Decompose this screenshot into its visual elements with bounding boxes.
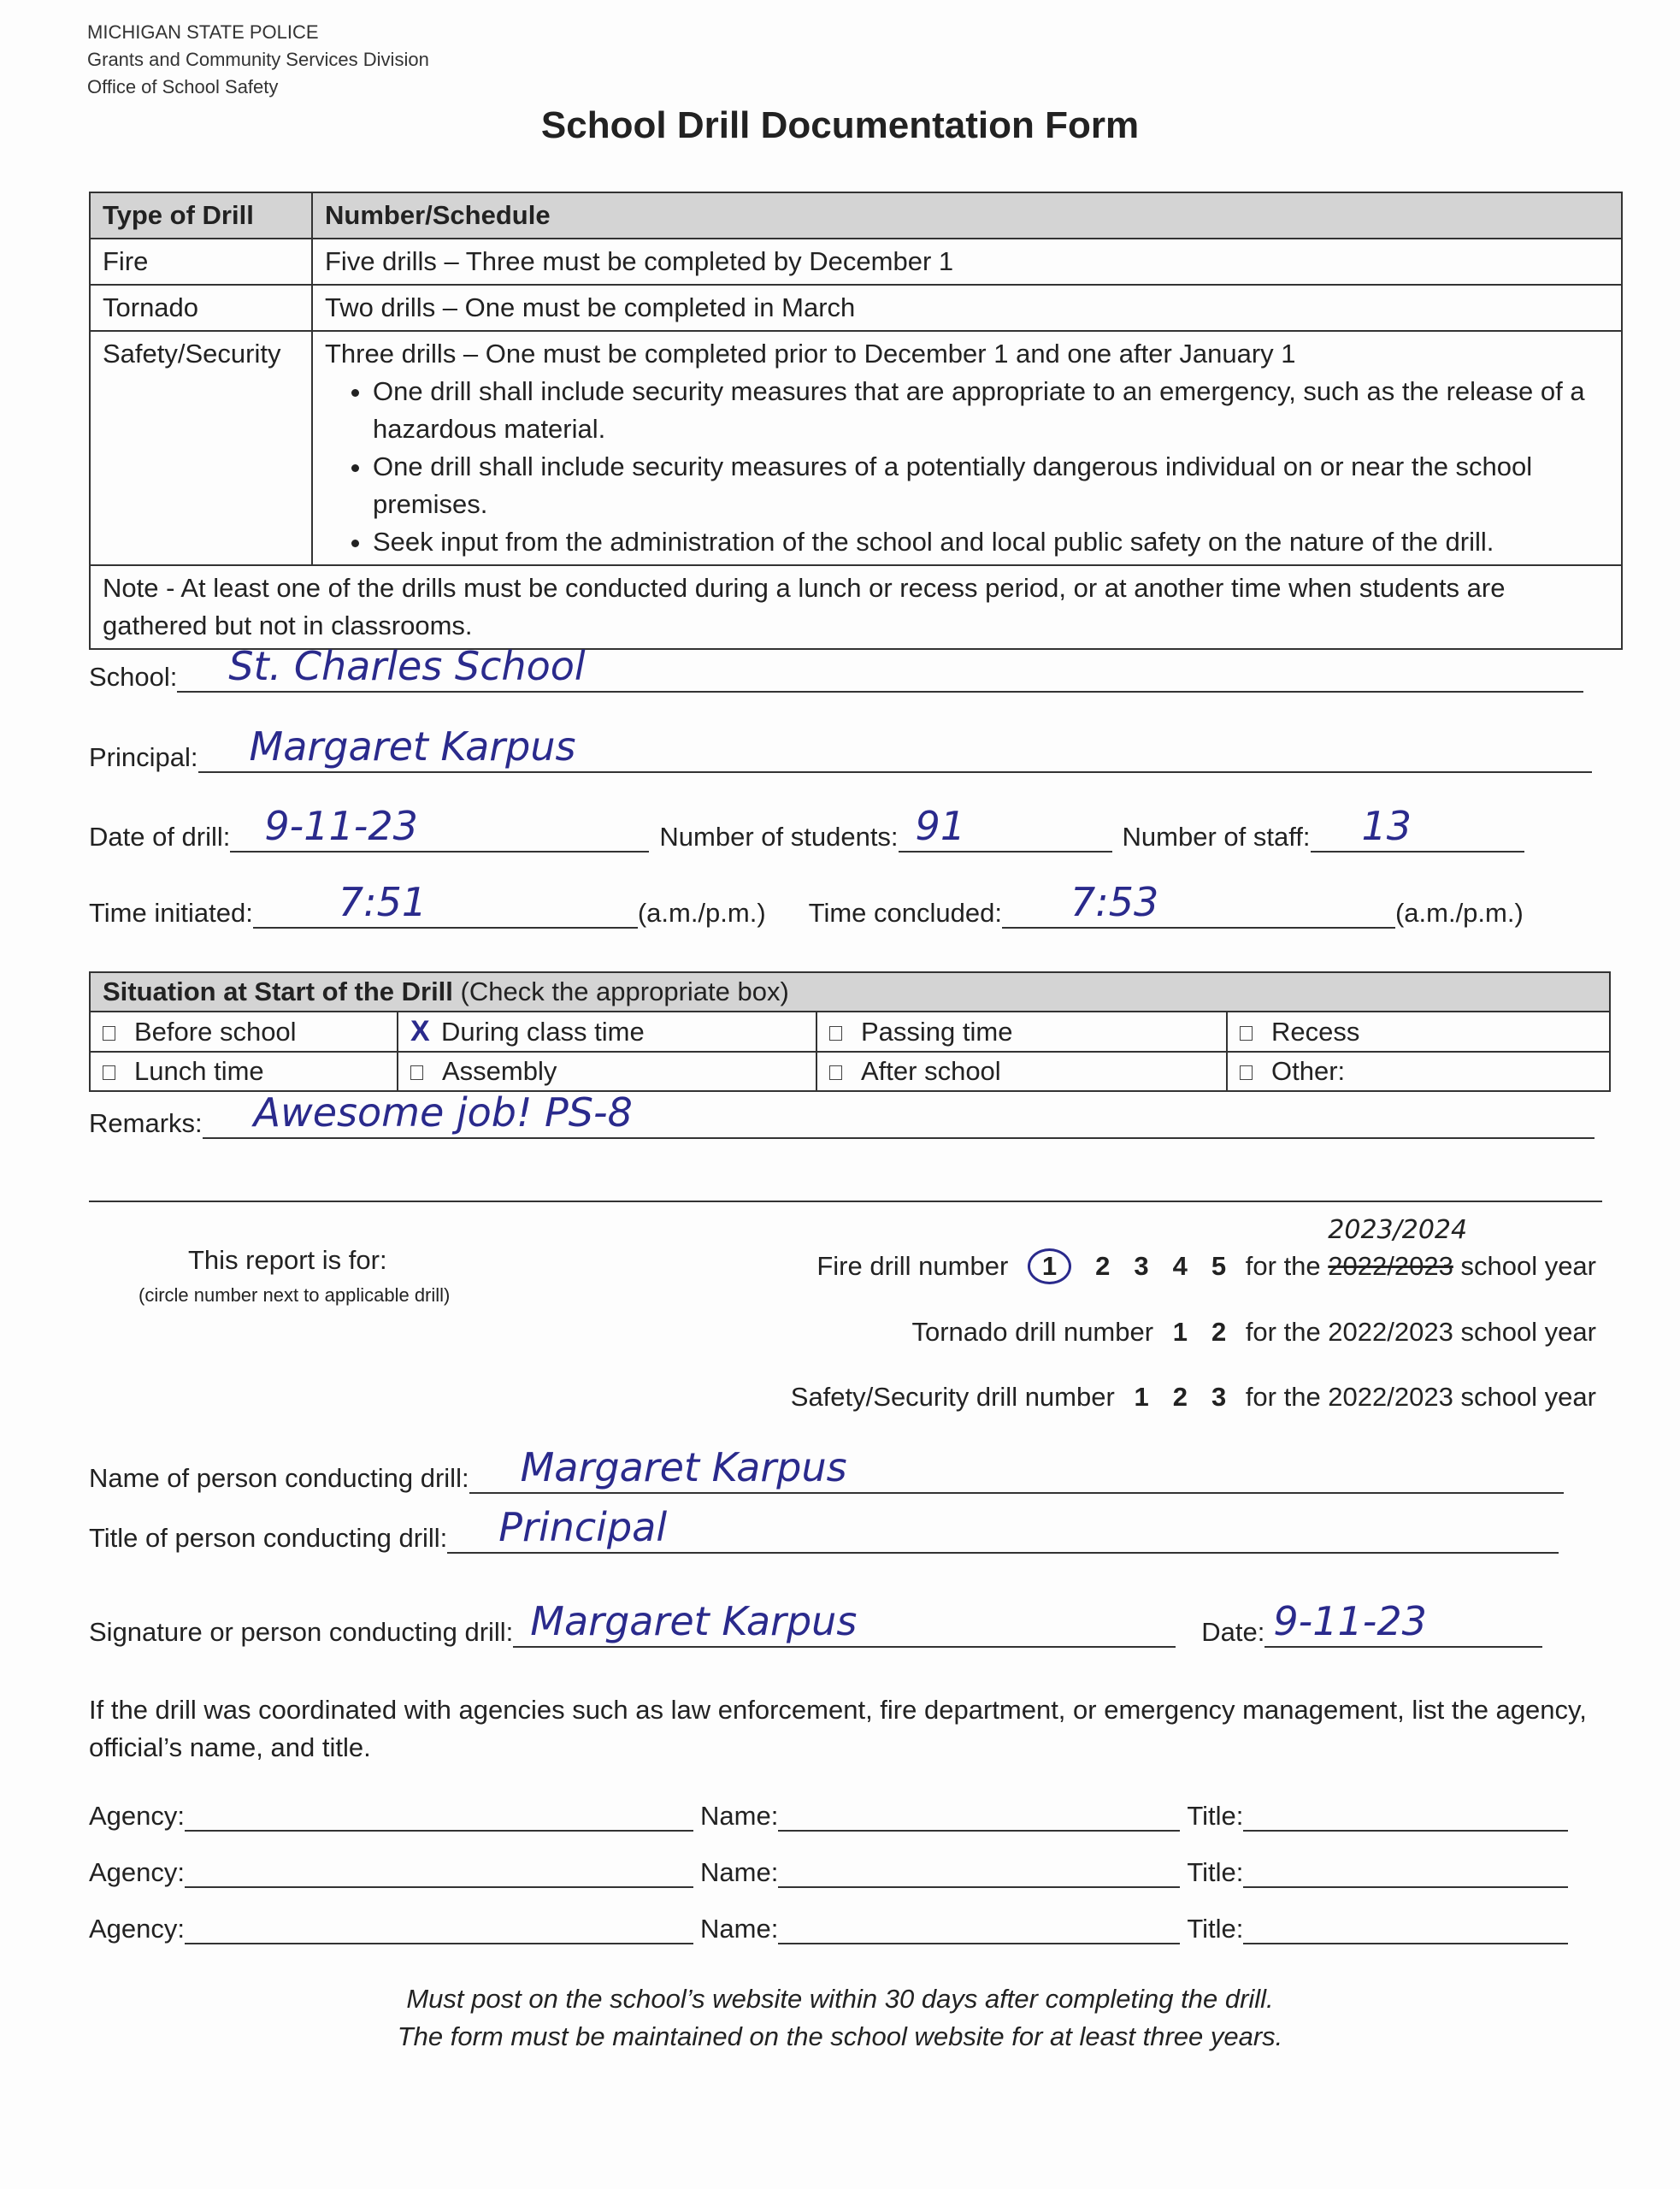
footer [0,1980,1680,2056]
table-row [90,331,1622,565]
conductor-title-row [89,1504,1559,1554]
report-sublabel: (circle number next to applicable drill) [139,1284,451,1306]
footer-line-1: Must post on the school’s website within 30 days after completing the drill. [406,1984,1274,2014]
name-label: Name: [700,1857,779,1887]
school-value: St. Charles School [228,643,586,689]
safety-number-1[interactable]: 1 [1134,1382,1149,1412]
students-value: 91 [915,803,966,849]
agency-row [89,1852,1568,1888]
option-label: Lunch time [134,1056,264,1086]
option-during-class[interactable] [398,1012,816,1052]
table-row [90,285,1622,331]
coordination-text: If the drill was coordinated with agencies such as law enforcement, fire department, or emergency management, list the agency, official’s name, and title. [89,1695,1587,1762]
fire-suffix-pre: for the [1245,1251,1321,1281]
agency-label: Agency: [89,1801,186,1831]
staff-value: 13 [1361,803,1412,849]
bullet-item: • Seek input from the administration of the school and local public safety on the nature of the drill. [373,523,1609,561]
drill-info-row [89,803,1524,853]
principal-field[interactable] [198,723,1592,773]
school-label: School: [89,662,178,692]
time-concluded-value: 7:53 [1070,879,1159,925]
fire-number-3[interactable]: 3 [1134,1251,1149,1281]
name-field[interactable] [778,1852,1180,1888]
checkbox-icon[interactable] [1240,1026,1253,1041]
tornado-number-1[interactable]: 1 [1172,1317,1188,1347]
checkbox-icon[interactable] [103,1065,115,1080]
signature-date-field[interactable] [1264,1598,1542,1648]
fire-year [1328,1215,1468,1282]
tornado-drill-row [911,1317,1596,1348]
safety-number-3[interactable]: 3 [1211,1382,1227,1412]
option-other[interactable] [1227,1052,1610,1091]
conductor-title-label: Title of person conducting drill: [89,1523,448,1553]
col-header-type: Type of Drill [90,192,312,239]
option-before-school[interactable] [90,1012,398,1052]
agency-field[interactable] [185,1796,693,1832]
page-title: School Drill Documentation Form [540,104,1140,146]
agency-field[interactable] [185,1852,693,1888]
name-label: Name: [700,1801,779,1831]
students-field[interactable] [899,803,1112,853]
name-label: Name: [700,1914,779,1944]
option-passing-time[interactable] [816,1012,1227,1052]
fire-drill-row [816,1215,1596,1284]
checked-x-icon[interactable]: X [410,1015,430,1047]
remarks-line-2[interactable] [89,1201,1602,1202]
time-initiated-label: Time initiated: [89,898,253,928]
safety-suffix: for the 2022/2023 school year [1245,1382,1596,1412]
checkbox-icon[interactable] [829,1026,842,1041]
option-recess[interactable] [1227,1012,1610,1052]
remarks-row [89,1089,1595,1139]
safety-number-2[interactable]: 2 [1172,1382,1188,1412]
fire-year-printed: 2022/2023 [1328,1251,1453,1281]
principal-row [89,723,1592,773]
school-row [89,643,1583,693]
time-initiated-value: 7:51 [338,879,427,925]
conductor-title-value: Principal [498,1504,668,1550]
name-field[interactable] [778,1909,1180,1944]
time-initiated-ampm[interactable]: (a.m./p.m.) [637,898,766,928]
situation-note: (Check the appropriate box) [460,976,789,1006]
fire-number-1[interactable]: 1 [1028,1248,1071,1284]
footer-line-2: The form must be maintained on the school website for at least three years. [397,2021,1283,2051]
office-name: Office of School Safety [87,76,279,97]
drill-type: Tornado [90,285,312,331]
staff-field[interactable] [1311,803,1524,853]
safety-drill-row [791,1382,1596,1413]
signature-label: Signature or person conducting drill: [89,1617,514,1647]
checkbox-icon[interactable] [103,1026,115,1041]
report-label: This report is for: [188,1245,387,1275]
header-block [87,19,429,101]
signature-date-label: Date: [1201,1617,1265,1647]
time-initiated-field[interactable] [253,879,638,929]
signature-field[interactable] [513,1598,1176,1648]
table-row [90,239,1622,285]
bullet-list [325,373,1609,561]
title-field[interactable] [1243,1796,1568,1832]
staff-label: Number of staff: [1122,822,1311,852]
bullet-item: • One drill shall include security measures that are appropriate to an emergency, such as the release of a hazardous material. [373,373,1609,448]
signature-date-value: 9-11-23 [1273,1598,1427,1644]
title-label: Title: [1187,1801,1244,1831]
time-row [89,879,1524,929]
remarks-label: Remarks: [89,1108,203,1138]
checkbox-icon[interactable] [829,1065,842,1080]
checkbox-icon[interactable] [1240,1065,1253,1080]
division-name: Grants and Community Services Division [87,49,429,70]
conductor-name-value: Margaret Karpus [520,1444,847,1490]
option-assembly[interactable] [398,1052,816,1091]
agency-row [89,1909,1568,1944]
conductor-name-field[interactable] [469,1444,1564,1494]
conductor-name-label: Name of person conducting drill: [89,1463,469,1493]
agency-label: Agency: [89,1914,186,1944]
fire-number-2[interactable]: 2 [1095,1251,1111,1281]
remarks-value: Awesome job! PS-8 [253,1089,633,1136]
fire-label: Fire drill number [816,1251,1009,1281]
agency-name: MICHIGAN STATE POLICE [87,21,319,43]
students-label: Number of students: [659,822,899,852]
tornado-suffix: for the 2022/2023 school year [1245,1317,1596,1347]
option-label: During class time [441,1017,645,1047]
checkbox-icon[interactable] [410,1065,423,1080]
drill-type: Fire [90,239,312,285]
situation-title: Situation at Start of the Drill [103,976,453,1006]
col-header-schedule: Number/Schedule [312,192,1622,239]
table-note: Note - At least one of the drills must be conducted during a lunch or recess period, or at another time when students are gathered but not in classrooms. [90,565,1622,649]
title-label: Title: [1187,1914,1244,1944]
time-concluded-field[interactable] [1002,879,1395,929]
schedule-text: Three drills – One must be completed prior to December 1 and one after January 1 [325,339,1296,369]
fire-number-5[interactable]: 5 [1211,1251,1227,1281]
drill-schedule [312,331,1622,565]
remarks-field[interactable] [203,1089,1595,1139]
date-value: 9-11-23 [264,803,418,849]
situation-header [90,972,1610,1012]
name-field[interactable] [778,1796,1180,1832]
title-field[interactable] [1243,1852,1568,1888]
fire-suffix-post: school year [1460,1251,1596,1281]
conductor-name-row [89,1444,1564,1494]
option-label: Recess [1271,1016,1360,1047]
safety-label: Safety/Security drill number [790,1382,1115,1412]
agency-label: Agency: [89,1857,186,1887]
option-lunch-time[interactable] [90,1052,398,1091]
drill-schedule: Two drills – One must be completed in March [312,285,1622,331]
principal-label: Principal: [89,742,198,772]
signature-row [89,1598,1542,1648]
drill-schedule: Five drills – Three must be completed by December 1 [312,239,1622,285]
fire-year-written: 2023/2024 [1328,1215,1468,1245]
fire-number-4[interactable]: 4 [1172,1251,1188,1281]
drill-type: Safety/Security [90,331,312,565]
signature-value: Margaret Karpus [530,1598,858,1644]
tornado-label: Tornado drill number [911,1317,1154,1347]
principal-value: Margaret Karpus [249,723,576,770]
title-field[interactable] [1243,1909,1568,1944]
option-label: Before school [134,1016,297,1047]
option-label: Other: [1271,1056,1346,1086]
date-field[interactable] [230,803,649,853]
school-field[interactable] [177,643,1583,693]
agency-field[interactable] [185,1909,693,1944]
agency-row [89,1796,1568,1832]
date-label: Date of drill: [89,822,231,852]
situation-table [89,971,1611,1092]
title-label: Title: [1187,1857,1244,1887]
time-concluded-ampm[interactable]: (a.m./p.m.) [1394,898,1524,928]
time-concluded-label: Time concluded: [808,898,1002,928]
option-label: Assembly [442,1056,557,1086]
option-label: Passing time [861,1016,1013,1047]
bullet-item: • One drill shall include security measures of a potentially dangerous individual on or near the school premises. [373,448,1609,523]
drill-requirements-table [89,192,1623,650]
tornado-number-2[interactable]: 2 [1211,1317,1227,1347]
option-label: After school [861,1056,1001,1086]
conductor-title-field[interactable] [447,1504,1559,1554]
option-after-school[interactable] [816,1052,1227,1091]
